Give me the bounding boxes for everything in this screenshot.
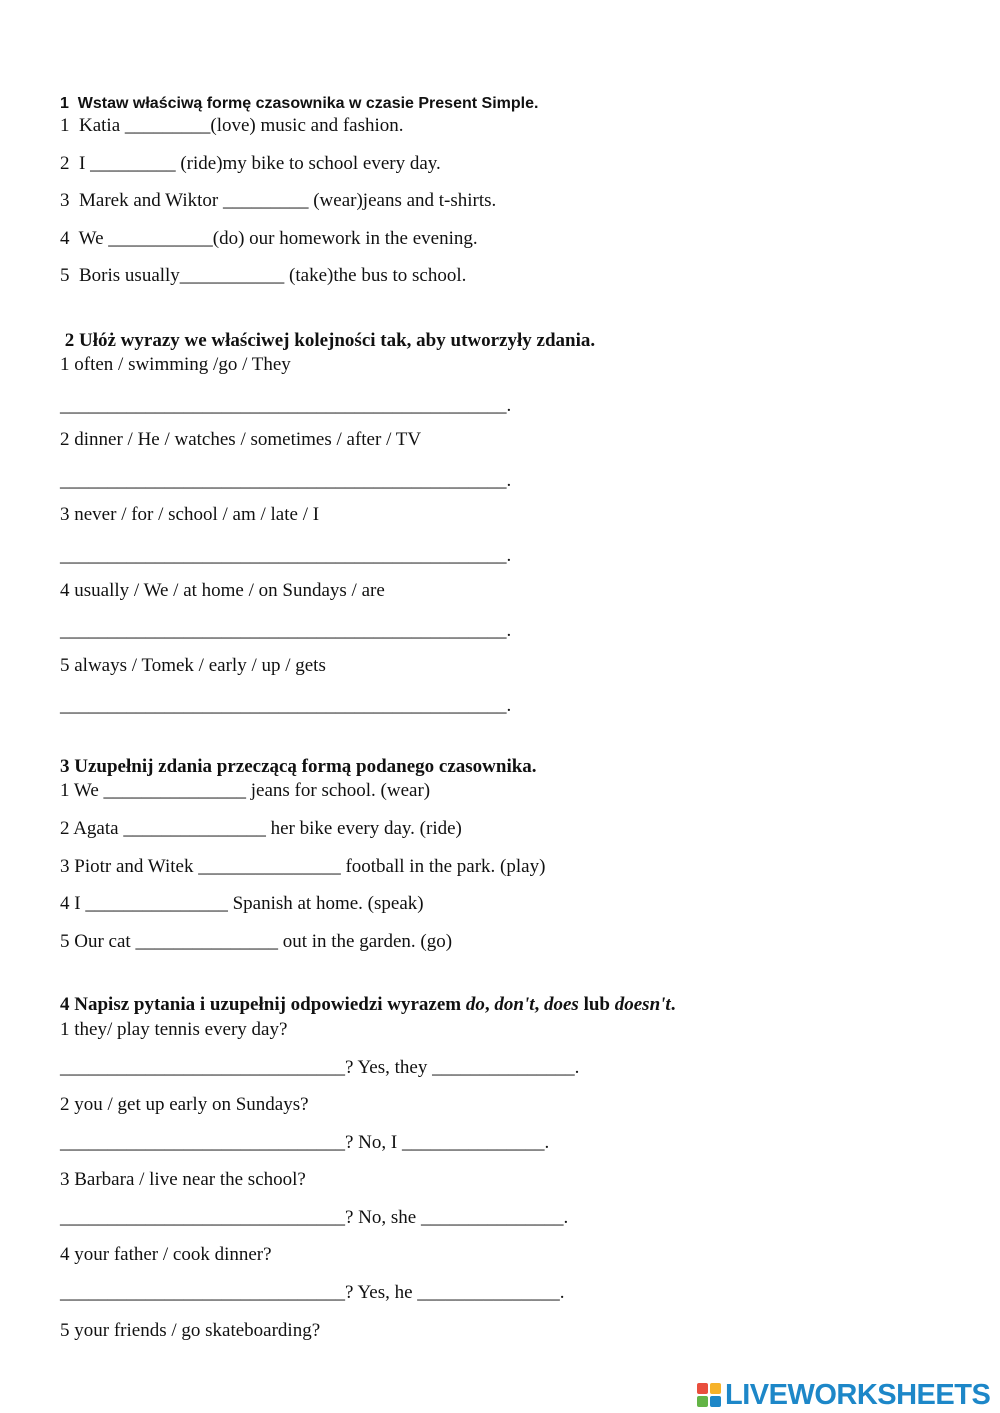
section-1-item-1: 1 Katia _________(love) music and fashion. xyxy=(60,115,404,136)
section-2-answer-line-2: _______________________________________________. xyxy=(60,470,512,491)
section-3-item-1: 1 We _______________ jeans for school. (wear) xyxy=(60,780,431,801)
section-4-answer-3: ______________________________? No, she _______________. xyxy=(60,1207,569,1228)
section-4-prompt-4: 4 your father / cook dinner? xyxy=(60,1244,272,1265)
section-1-item-3: 3 Marek and Wiktor _________ (wear)jeans and t-shirts. xyxy=(60,190,497,211)
logo-square-green xyxy=(697,1396,708,1407)
liveworksheets-logo[interactable] xyxy=(697,1378,990,1412)
logo-text: LIVEWORKSHEETS xyxy=(725,1378,991,1411)
word-doesnt: doesn't xyxy=(614,994,671,1015)
section-2-item-3: 3 never / for / school / am / late / I xyxy=(60,504,320,525)
section-2-item-4: 4 usually / We / at home / on Sundays / are xyxy=(60,580,385,601)
section-2-heading: 2 Ułóż wyrazy we właściwej kolejności tak, aby utworzyły zdania. xyxy=(60,330,596,351)
section-1-heading: 1 Wstaw właściwą formę czasownika w czasie Present Simple. xyxy=(60,95,539,112)
section-2-answer-line-3: _______________________________________________. xyxy=(60,545,512,566)
word-do: do xyxy=(465,994,485,1015)
section-2-item-1: 1 often / swimming /go / They xyxy=(60,354,291,375)
section-4-prompt-3: 3 Barbara / live near the school? xyxy=(60,1169,306,1190)
section-3-item-2: 2 Agata _______________ her bike every day. (ride) xyxy=(60,818,462,839)
section-1-item-4: 4 We ___________(do) our homework in the evening. xyxy=(60,228,478,249)
section-3-item-5: 5 Our cat _______________ out in the garden. (go) xyxy=(60,931,453,952)
section-2-answer-line-4: _______________________________________________. xyxy=(60,620,512,641)
section-4-answer-1: ______________________________? Yes, they _______________. xyxy=(60,1057,580,1078)
section-4-heading: 4 Napisz pytania i uzupełnij odpowiedzi wyrazem do, don't, does lub doesn't. xyxy=(60,994,676,1015)
section-4-answer-2: ______________________________? No, I _______________. xyxy=(60,1132,550,1153)
section-4-answer-4: ______________________________? Yes, he _______________. xyxy=(60,1282,565,1303)
section-2-item-5: 5 always / Tomek / early / up / gets xyxy=(60,655,326,676)
section-1-item-2: 2 I _________ (ride)my bike to school every day. xyxy=(60,153,441,174)
section-2-item-2: 2 dinner / He / watches / sometimes / after / TV xyxy=(60,429,422,450)
logo-squares-icon xyxy=(697,1383,721,1407)
section-4-prompt-5: 5 your friends / go skateboarding? xyxy=(60,1320,321,1341)
word-dont: don't xyxy=(494,994,535,1015)
section-2-answer-line-1: _______________________________________________. xyxy=(60,395,512,416)
section-4-prompt-2: 2 you / get up early on Sundays? xyxy=(60,1094,309,1115)
section-3-item-4: 4 I _______________ Spanish at home. (speak) xyxy=(60,893,424,914)
logo-square-blue xyxy=(710,1396,721,1407)
section-1-item-5: 5 Boris usually___________ (take)the bus to school. xyxy=(60,265,467,286)
word-does: does xyxy=(544,994,579,1015)
logo-square-red xyxy=(697,1383,708,1394)
logo-square-yellow xyxy=(710,1383,721,1394)
section-4-prompt-1: 1 they/ play tennis every day? xyxy=(60,1019,288,1040)
section-3-item-3: 3 Piotr and Witek _______________ football in the park. (play) xyxy=(60,856,546,877)
section-3-heading: 3 Uzupełnij zdania przeczącą formą podanego czasownika. xyxy=(60,756,537,777)
section-2-answer-line-5: _______________________________________________. xyxy=(60,695,512,716)
